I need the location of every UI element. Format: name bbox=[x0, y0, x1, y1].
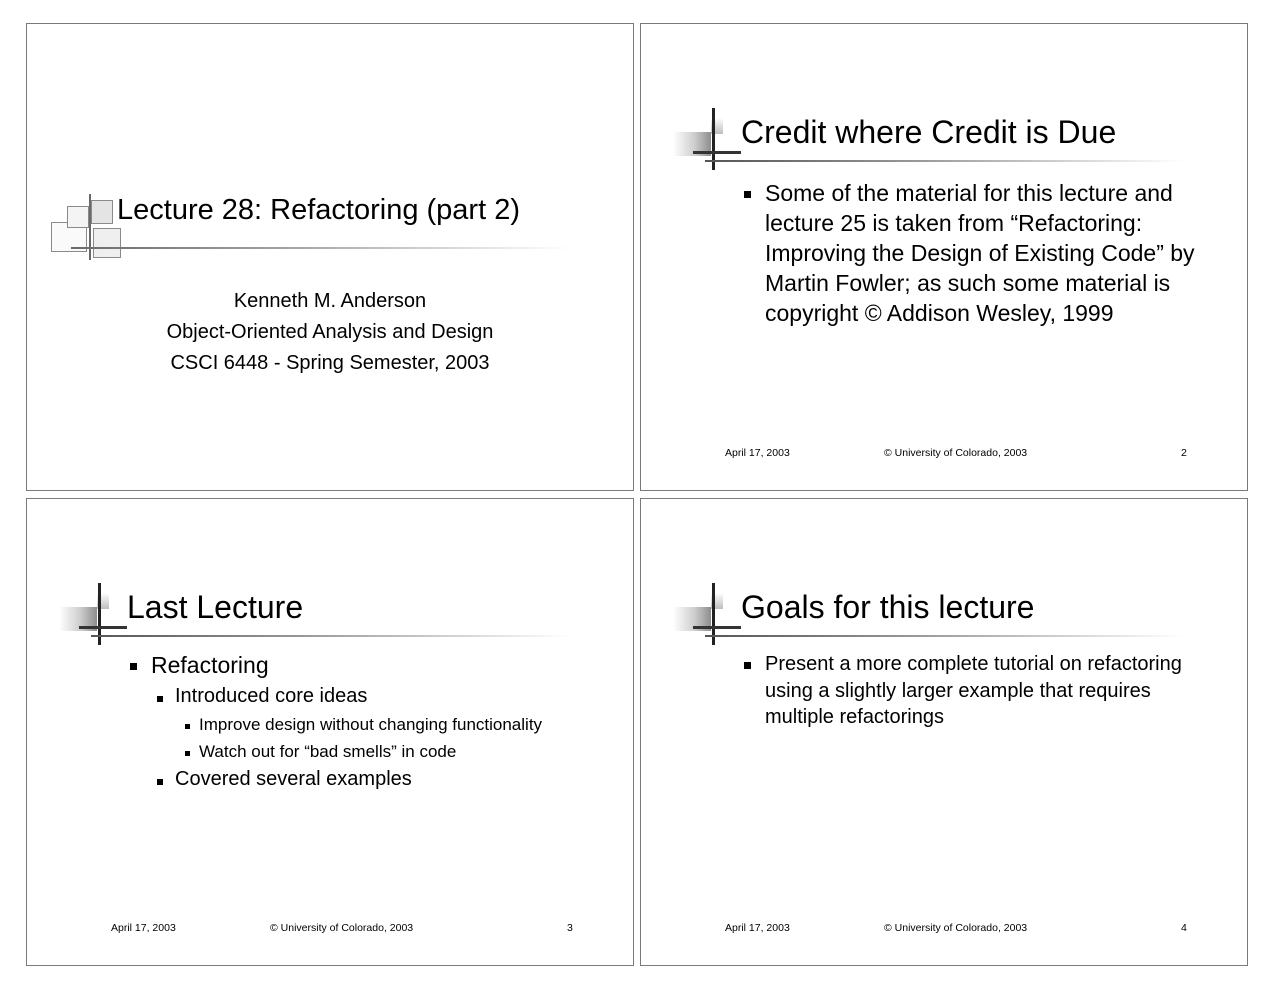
slide-1 bbox=[26, 23, 634, 491]
footer-copyright: © University of Colorado, 2003 bbox=[270, 922, 414, 934]
bullet-item: Present a more complete tutorial on refactoring using a slightly larger example that requires multiple refactorings bbox=[741, 651, 1211, 731]
footer-date: April 17, 2003 bbox=[725, 922, 790, 934]
bullet-item: Refactoring bbox=[127, 650, 597, 680]
title-rule bbox=[705, 635, 1185, 637]
author-line: Kenneth M. Anderson bbox=[233, 290, 427, 312]
bullet-list bbox=[127, 650, 597, 794]
slide-4 bbox=[640, 498, 1248, 966]
course-line: Object-Oriented Analysis and Design bbox=[166, 321, 494, 343]
crosshair-decoration-icon bbox=[671, 583, 743, 643]
crosshair-decoration-icon bbox=[57, 583, 129, 643]
bullet-list bbox=[741, 651, 1211, 733]
slide-title: Lecture 28: Refactoring (part 2) bbox=[117, 194, 520, 226]
slide-title: Goals for this lecture bbox=[741, 589, 1035, 625]
sub-bullet-item: Introduced core ideas bbox=[127, 682, 597, 711]
slide-2 bbox=[640, 23, 1248, 491]
footer-copyright: © University of Colorado, 2003 bbox=[884, 447, 1028, 459]
sub-bullet-item: Covered several examples bbox=[127, 765, 597, 794]
footer-date: April 17, 2003 bbox=[725, 447, 790, 459]
crosshair-decoration-icon bbox=[671, 108, 743, 168]
page-number: 2 bbox=[1181, 447, 1187, 459]
slide-subtitle bbox=[27, 286, 633, 379]
page-number: 3 bbox=[567, 922, 573, 934]
footer-date: April 17, 2003 bbox=[111, 922, 176, 934]
bullet-item: Some of the material for this lecture and lecture 25 is taken from “Refactoring: Improving the Design of Existing Code” by Martin Fowler; as such some material is copyright © Addison Wesley, 1999 bbox=[741, 178, 1211, 328]
slide-title: Credit where Credit is Due bbox=[741, 114, 1117, 150]
semester-line: CSCI 6448 - Spring Semester, 2003 bbox=[170, 352, 490, 374]
bullet-list bbox=[741, 178, 1211, 330]
slide-title: Last Lecture bbox=[127, 589, 304, 625]
title-rule bbox=[91, 635, 571, 637]
title-rule bbox=[71, 247, 571, 249]
title-rule bbox=[705, 160, 1185, 162]
page-number: 4 bbox=[1181, 922, 1187, 934]
footer-copyright: © University of Colorado, 2003 bbox=[884, 922, 1028, 934]
sub-sub-bullet-item: Improve design without changing functionality bbox=[127, 711, 597, 738]
slide-3 bbox=[26, 498, 634, 966]
sub-sub-bullet-item: Watch out for “bad smells” in code bbox=[127, 738, 597, 765]
